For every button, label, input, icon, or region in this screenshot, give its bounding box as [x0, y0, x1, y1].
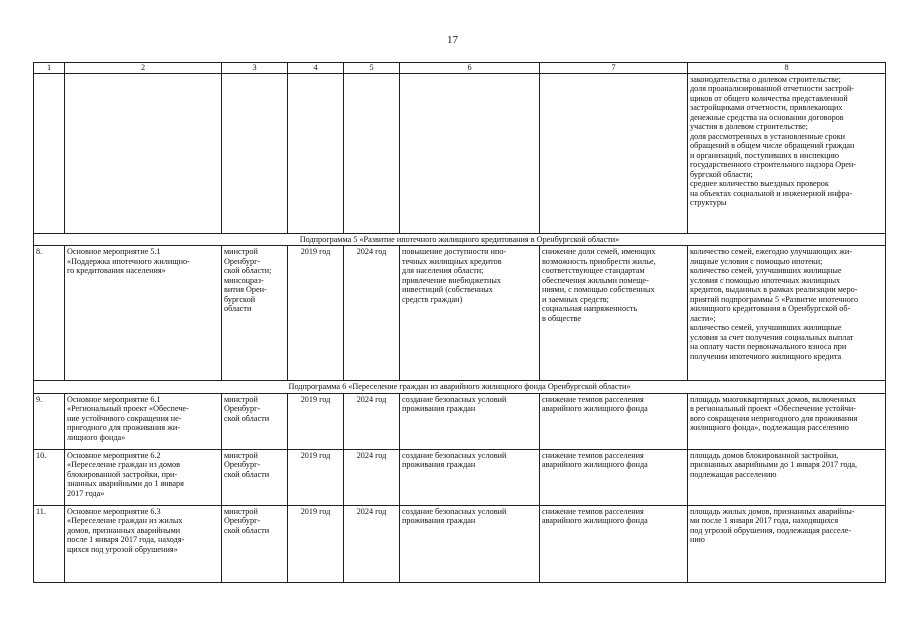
cell-line: щиков от общего количества представленной — [690, 93, 848, 103]
cell-line: и заемных средств; — [542, 294, 609, 304]
cell-line: Оренбург- — [224, 404, 261, 413]
executor-cell — [222, 393, 288, 449]
cell-line: приятий подпрограммы 5 «Развитие ипотечного — [690, 294, 859, 304]
cell-line: «Региональный проект «Обеспече- — [67, 404, 189, 413]
table-header-row — [34, 63, 886, 74]
cell-line: привлечение внебюджетных — [402, 275, 501, 285]
cell-line: возможность приобрести жилье, — [542, 256, 656, 266]
cell-line: доля проанализированной отчетности застрой- — [690, 84, 854, 93]
executor-cell — [222, 449, 288, 505]
cell-line: доля рассмотренных в установленные сроки — [690, 131, 846, 141]
header-cell: 6 — [400, 63, 540, 74]
cell-line: под угрозой обрушения, подлежащая расселе- — [690, 525, 852, 535]
cell-line: повышение доступности ипо- — [402, 247, 507, 256]
cell-line: снижение темпов расселения — [542, 450, 644, 460]
cell-line: ние устойчивого сокращения не- — [67, 413, 182, 423]
cell-line: области — [224, 304, 252, 313]
cell-line: соответствующее стандартам — [542, 266, 645, 275]
cell-line: Оренбург- — [224, 460, 261, 469]
cell-line: минстрой — [224, 247, 258, 256]
cell-line: вития Орен- — [224, 285, 267, 294]
end-year-cell: 2024 год — [344, 393, 400, 449]
cell-line: знанных аварийными до 1 января — [67, 479, 184, 488]
table-row — [34, 449, 886, 505]
cell-line: ской области — [224, 469, 270, 479]
indicators-cell — [688, 505, 886, 582]
subprogram-row — [34, 381, 886, 394]
cell-line: проживания граждан — [402, 460, 476, 469]
cell-line: снижение темпов расселения — [542, 506, 644, 516]
cell-line: признанных аварийными до 1 января 2017 года, — [690, 460, 858, 469]
activities-table — [33, 62, 886, 583]
row-number-cell: 11. — [34, 505, 65, 582]
cell-line: щихся под угрозой обрушения» — [67, 544, 178, 554]
cell-line: минстрой — [224, 506, 258, 516]
cell-line: домов, признанных аварийными — [67, 525, 181, 535]
cell-line: получении ипотечного жилищного кредита — [690, 351, 842, 361]
cell-line: средств граждан) — [402, 294, 463, 304]
expected-result-cell — [400, 246, 540, 381]
executor-cell — [222, 246, 288, 381]
consequences-cell — [540, 449, 688, 505]
cell-line: блокированной застройки, при- — [67, 469, 178, 479]
indicators-cell — [688, 73, 886, 233]
table-row — [34, 505, 886, 582]
activity-cell — [65, 393, 222, 449]
start-year-cell: 2019 год — [288, 246, 344, 381]
cell-line: ской области — [224, 413, 270, 423]
header-cell: 1 — [34, 63, 65, 74]
executor-cell — [222, 73, 288, 233]
row-number-cell: 9. — [34, 393, 65, 449]
cell-line: лищные условия с помощью ипотеки; — [690, 256, 823, 266]
cell-line: застройщиками отчетности, привлекающих — [690, 103, 843, 112]
cell-line: минстрой — [224, 394, 258, 404]
start-year-cell: 2019 год — [288, 505, 344, 582]
indicators-cell — [688, 449, 886, 505]
subprogram-row — [34, 233, 886, 246]
cell-line: создание безопасных условий — [402, 450, 507, 460]
row-number-cell: 10. — [34, 449, 65, 505]
activity-cell — [65, 505, 222, 582]
table-row — [34, 393, 886, 449]
start-year-cell — [288, 73, 344, 233]
cell-line: Оренбург- — [224, 516, 261, 525]
cell-line: для населения области; — [402, 266, 484, 275]
cell-line: площадь домов блокированной застройки, — [690, 450, 839, 460]
cell-line: ской области; — [224, 266, 272, 275]
subprogram-title: Подпрограмма 6 «Переселение граждан из аварийного жилищного фонда Оренбургской области» — [34, 381, 886, 394]
row-number-cell — [34, 73, 65, 233]
cell-line: жилищного фонда», подлежащая расселению — [690, 423, 849, 432]
indicators-cell — [688, 246, 886, 381]
consequences-cell — [540, 246, 688, 381]
cell-line: количество семей, ежегодно улучшающих жи- — [690, 247, 852, 256]
cell-line: условия за счет получения социальных выплат — [690, 332, 854, 342]
activity-cell — [65, 246, 222, 381]
table-row — [34, 246, 886, 381]
cell-line: аварийного жилищного фонда — [542, 516, 648, 525]
cell-line: вого сокращения непригодного для проживания — [690, 413, 858, 423]
cell-line: аварийного жилищного фонда — [542, 404, 648, 413]
cell-line: создание безопасных условий — [402, 506, 507, 516]
expected-result-cell — [400, 449, 540, 505]
cell-line: среднее количество выездных проверок — [690, 179, 829, 188]
cell-line: социальная напряженность — [542, 304, 638, 313]
cell-line: создание безопасных условий — [402, 394, 507, 404]
cell-line: бургской — [224, 294, 256, 304]
cell-line: «Переселение граждан из жилых — [67, 516, 183, 525]
cell-line: го кредитования населения» — [67, 266, 166, 275]
header-cell: 4 — [288, 63, 344, 74]
cell-line: участия в долевом строительстве; — [690, 122, 808, 131]
end-year-cell: 2024 год — [344, 246, 400, 381]
cell-line: площадь жилых домов, признанных аварийны- — [690, 506, 855, 516]
cell-line: нию — [690, 535, 705, 544]
header-cell: 7 — [540, 63, 688, 74]
cell-line: проживания граждан — [402, 516, 476, 525]
expected-result-cell — [400, 393, 540, 449]
subprogram-title: Подпрограмма 5 «Развитие ипотечного жилищного кредитования в Оренбургской области» — [34, 233, 886, 246]
cell-line: «Переселение граждан из домов — [67, 460, 180, 469]
cell-line: минсоцраз- — [224, 275, 264, 285]
cell-line: в региональный проект «Обеспечение устойчи- — [690, 404, 856, 413]
cell-line: условия с помощью ипотечных жилищных — [690, 275, 841, 285]
cell-line: структуры — [690, 198, 727, 207]
header-cell: 8 — [688, 63, 886, 74]
consequences-cell — [540, 505, 688, 582]
cell-line: «Поддержка ипотечного жилищно- — [67, 256, 190, 266]
cell-line: денежные средства на основании договоров — [690, 112, 844, 122]
expected-result-cell — [400, 73, 540, 233]
cell-line: лищного фонда» — [67, 432, 126, 442]
cell-line: течных жилищных кредитов — [402, 256, 502, 266]
table-row — [34, 73, 886, 233]
cell-line: и организаций, поступивших в инспекцию — [690, 150, 839, 160]
cell-line: ниями, с помощью собственных — [542, 285, 655, 294]
cell-line: обеспечения жилыми помеще- — [542, 275, 649, 285]
header-cell: 5 — [344, 63, 400, 74]
row-number-cell: 8. — [34, 246, 65, 381]
cell-line: ской области — [224, 525, 270, 535]
consequences-cell — [540, 73, 688, 233]
start-year-cell: 2019 год — [288, 393, 344, 449]
page-number: 17 — [447, 34, 458, 46]
cell-line: подлежащая расселению — [690, 469, 777, 479]
cell-line: ласти»; — [690, 313, 716, 323]
cell-line: проживания граждан — [402, 404, 476, 413]
cell-line: после 1 января 2017 года, находя- — [67, 535, 185, 544]
cell-line: пригодного для проживания жи- — [67, 423, 181, 432]
cell-line: Основное мероприятие 6.3 — [67, 506, 161, 516]
cell-line: минстрой — [224, 450, 258, 460]
start-year-cell: 2019 год — [288, 449, 344, 505]
cell-line: инвестиций (собственных — [402, 285, 493, 294]
indicators-cell — [688, 393, 886, 449]
consequences-cell — [540, 393, 688, 449]
cell-line: в обществе — [542, 313, 581, 323]
cell-line: Основное мероприятие 6.2 — [67, 450, 161, 460]
cell-line: законодательства о долевом строительстве; — [690, 74, 841, 84]
expected-result-cell — [400, 505, 540, 582]
activity-cell — [65, 73, 222, 233]
end-year-cell: 2024 год — [344, 449, 400, 505]
end-year-cell: 2024 год — [344, 505, 400, 582]
cell-line: на оплату части первоначального взноса при — [690, 342, 847, 351]
end-year-cell — [344, 73, 400, 233]
cell-line: площадь многоквартирных домов, включенных — [690, 394, 856, 404]
cell-line: кредитов, выданных в рамках реализации меро- — [690, 285, 858, 294]
cell-line: обращений в общем числе обращений граждан — [690, 141, 855, 150]
executor-cell — [222, 505, 288, 582]
cell-line: бургской области; — [690, 169, 753, 179]
cell-line: 2017 года» — [67, 488, 105, 498]
cell-line: государственного строительного надзора Орен- — [690, 160, 857, 169]
cell-line: количество семей, улучшивших жилищные — [690, 266, 842, 275]
cell-line: жилищного кредитования в Оренбургской об- — [690, 304, 851, 313]
cell-line: снижение темпов расселения — [542, 394, 644, 404]
activity-cell — [65, 449, 222, 505]
cell-line: Основное мероприятие 6.1 — [67, 394, 161, 404]
cell-line: ми после 1 января 2017 года, находящихся — [690, 516, 839, 525]
header-cell: 2 — [65, 63, 222, 74]
cell-line: аварийного жилищного фонда — [542, 460, 648, 469]
cell-line: на объектах социальной и инженерной инфра- — [690, 188, 853, 198]
cell-line: снижение доли семей, имеющих — [542, 247, 656, 256]
cell-line: Оренбург- — [224, 256, 261, 266]
cell-line: Основное мероприятие 5.1 — [67, 247, 161, 256]
cell-line: количество семей, улучшивших жилищные — [690, 323, 842, 332]
header-cell: 3 — [222, 63, 288, 74]
